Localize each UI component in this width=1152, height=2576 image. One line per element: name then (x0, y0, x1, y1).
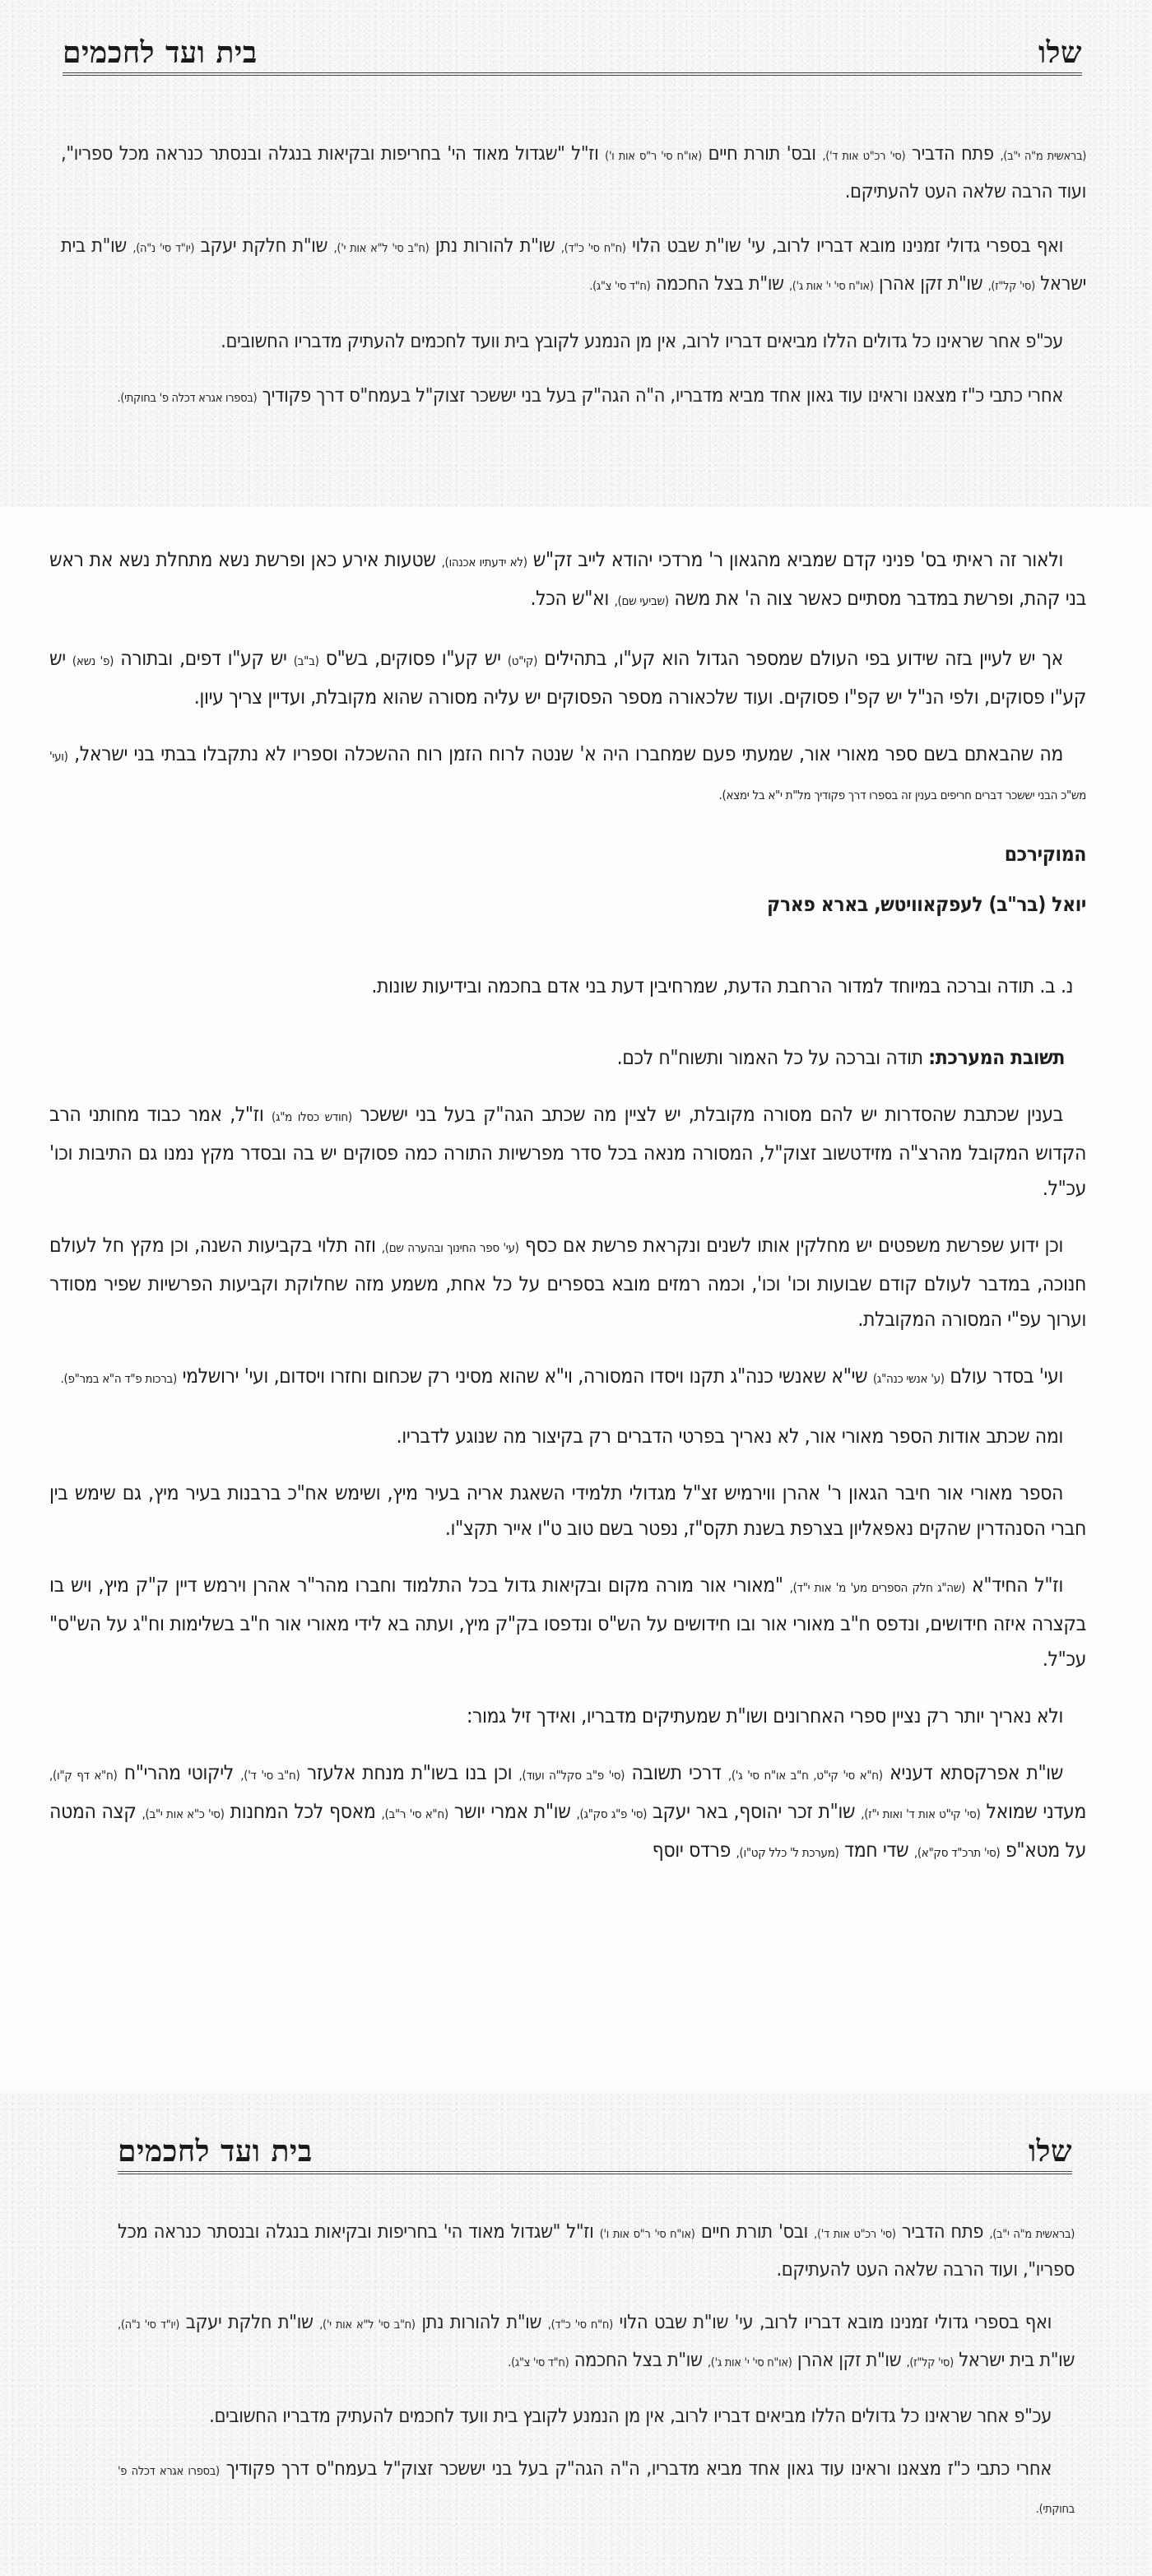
section-2-letter (49, 510, 1086, 1892)
postscript: נ. ב. תודה וברכה במיוחד למדור הרחבת הדעת, שמרחיבין דעת בני אדם בחכמה ובידיעות שונות. (371, 974, 1073, 997)
body-text: ליקוטי מהרי"ח (117, 1760, 241, 1784)
section-3-text (118, 2214, 1075, 2545)
citation: (סי' פ"ב סקל"ה ועוד), (518, 1768, 625, 1783)
body-text: בענין שכתבת שהסדרות יש להם מסורה מקובלת, יש לציין מה שכתב הגה"ק בעל בני יששכר (351, 1102, 1063, 1126)
body-text: שו"ת זכר יהוסף, באר יעקב (647, 1799, 862, 1823)
body-text: קצה המטה על מטא"פ (49, 1799, 1086, 1862)
body-text: אחרי כתבי כ"ז מצאנו וראינו עוד גאון אחד מביא מדבריו, ה"ה הגה"ק בעל בני יששכר זצוק"ל בעמח"ס דרך פקודיך (257, 384, 1063, 407)
paragraph (49, 736, 1086, 813)
body-text: אחרי כתבי כ"ז מצאנו וראינו עוד גאון אחד מביא מדבריו, ה"ה הגה"ק בעל בני יששכר זצוק"ל בעמח"ס דרך פקודיך (219, 2457, 1052, 2480)
paragraph (49, 1475, 1086, 1546)
body-text: שו"ת חלקת יעקב (194, 234, 334, 257)
body-text: שו"ת בצל החכמה (650, 272, 789, 295)
body-text: עכ"פ אחר שראינו כל גדולים הללו מביאים דבריו לרוב, אין מן הנמנע לקובץ בית וועד לחכמים להעתיק מדבריו החשובים. (221, 329, 1063, 352)
body-text: מה שהבאתם בשם ספר מאורי אור, שמעתי פעם שמחברו היה א' שנטה לרוח הזמן רוח ההשכלה וספריו לא נתקבלו בבתי בני ישראל, (67, 742, 1063, 765)
body-text: וז"ל, אמר כבוד מחותני הרב הקדוש המקובל מהרצ"ה מזידטשוב זצוק"ל, המסורה מנאה בכל סדר מפרשיות התורה כמה פסוקים יש בה ובסדר מקץ נמנו גם התיבות וכו' עכ"ל. (49, 1102, 1086, 1200)
citation: (יו"ד סי' נ"ה), (118, 2318, 180, 2332)
body-text: יש קע"ו פסוקים, בש"ס (318, 646, 508, 670)
paragraph (49, 640, 1086, 714)
paragraph (49, 1227, 1086, 1337)
body-text: שו"ת להורות נתן (415, 2310, 548, 2333)
citation: (או"ח סי' ר"ס אות ו') (599, 2228, 695, 2241)
paragraph (49, 542, 1086, 619)
header-publication-title: בית ועד לחכמים (63, 35, 258, 70)
page-header (63, 35, 1082, 76)
citation: (סי' קל"ז), (906, 2356, 954, 2369)
body-text: שו"ת אמרי יושר (448, 1799, 577, 1823)
citation: (עי' ספר החינוך ובהערה שם), (381, 1240, 519, 1255)
citation: (קי"ט) (507, 653, 538, 668)
body-text: שו"ת זקן אהרן (792, 2348, 907, 2371)
paragraph (49, 1418, 1086, 1453)
editor-reply-intro (49, 1039, 1086, 1075)
body-text: אך יש לעיין בזה שידוע בפי העולם שמספר הגדול הוא קע"ו, בתהילים (537, 646, 1063, 670)
citation: (בספרו אגרא דכלה פ' בחוקתי). (118, 2465, 1075, 2516)
citation: (ח"ד סי' צ"ג). (589, 280, 651, 293)
citation: (ב"ב) (293, 653, 319, 668)
body-text: ועי' בסדר עולם (944, 1364, 1063, 1388)
citation: (סי' רכ"ט אות ד'), (814, 2228, 896, 2241)
body-text: יש קע"ו פסוקים, ולפי הנ"ל יש קפ"ו פסוקים. ועוד שלכאורה מספר הפסוקים יש עליה מסורה שהוא מקובלת, ועדיין צריך עיון. (49, 646, 1086, 709)
paragraph (49, 1358, 1086, 1397)
page-header-repeat (118, 2133, 1072, 2174)
citation: (ברכות פ"ד ה"א במר"פ). (60, 1371, 177, 1386)
header-page-label: שלו (1028, 2134, 1072, 2169)
body-text: וז"ל "שגדול מאוד הי' בחריפות ובקיאות בנגלה ובנסתר כנראה מכל ספריו", ועוד הרבה שלאה העט להעתיקם. (118, 2220, 1075, 2281)
citation: (בראשית מ"ה י"ב), (1000, 150, 1087, 163)
citation: (לא ידעתיו אכנהו), (441, 555, 527, 570)
citation: (בראשית מ"ה י"ב), (989, 2228, 1075, 2241)
body-text: שו"ת חלקת יעקב (179, 2310, 320, 2333)
body-text: "מאורי אור מורה מקום ובקיאות גדול בכל התלמוד וחברו מהר"ר אהרן וירמש דיין ק"ק מיץ, ויש בו בקצרה איזה חידושים, ונדפס ח"ב מאורי אור ובו חידושים על הש"ס ונדפסו בק"ק מיץ, ועתה בא לידי מאורי אור ח"ב בשלימות וח"ג על הש"ס" עכ"ל. (49, 1573, 1086, 1671)
body-text: ובס' תורת חיים (701, 142, 823, 165)
body-text: וכן בנו בשו"ת מנחת אלעזר (300, 1760, 519, 1784)
header-page-label: שלו (1038, 35, 1082, 70)
citation: (ח"ב סי' ל"א אות י'), (319, 2318, 416, 2332)
signoff: המוקירכם (1004, 842, 1086, 866)
citation: (ח"א סי' ר"ב), (381, 1806, 448, 1821)
body-text: ובס' תורת חיים (694, 2220, 815, 2243)
header-publication-title: בית ועד לחכמים (118, 2134, 313, 2169)
citation: (סי' פ"ג סק"ג), (576, 1806, 648, 1821)
body-text: שדי חמד (838, 1838, 914, 1862)
citation: (ע' אנשי כנה"ג) (872, 1371, 945, 1386)
citation: (מערכת ל' כלל קט"ו), (736, 1845, 839, 1860)
body-text: וא"ש הכל. (530, 586, 615, 610)
citation: (שביעי שם), (614, 593, 669, 608)
citation: (יו"ד סי' נ"ה), (132, 242, 195, 255)
citation: (או"ח סי' י' אות ג'), (707, 2356, 792, 2369)
paragraph (49, 1096, 1086, 1206)
citation: (שה"ג חלק הספרים מע' מ' אות י"ד), (789, 1580, 965, 1595)
paragraph (118, 2304, 1075, 2380)
citation: (ח"א סי' קי"ט, ח"ב או"ח סי' ג'), (727, 1768, 883, 1783)
citation: (סי' רכ"ט אות ד'), (822, 150, 906, 163)
body-text: שו"ת אפרקסתא דעניא (882, 1760, 1063, 1784)
body-text: וזה תלוי בקביעות השנה, וכן מקץ חל לעולם חנוכה, במדבר לעולם קודם שבועות וכו' וכו', וכמה רמזים מובא בספרים על כל אחת, משמע מזה שחלוקת וקביעות הפרשיות שפיר מסודר וערוך עפ"י המסורה המקובלת. (49, 1233, 1086, 1331)
editor-reply-label: תשובת המערכת: (928, 1045, 1065, 1069)
citation: (חודש כסלו מ"ג) (271, 1109, 352, 1124)
paragraph (61, 228, 1086, 304)
paragraph (61, 323, 1086, 358)
citation: (ח"ב סי' ד'), (240, 1768, 300, 1783)
citation: (סי' כ"א אות י"ב), (142, 1806, 225, 1821)
paragraph (49, 1698, 1086, 1733)
section-1-text (61, 136, 1086, 435)
citation: (או"ח סי' ר"ס אות ו') (605, 150, 702, 163)
body-text: שי"א שאנשי כנה"ג תקנו ויסדו המסורה, וי"א שהוא מסיני רק שכחום וחזרו ויסדום, ועי' ירושלמי (176, 1364, 873, 1388)
citation: (פ' נשא) (72, 653, 114, 668)
citation: (או"ח סי' י' אות ג'), (788, 280, 874, 293)
body-text: וז"ל החיד"א (964, 1573, 1063, 1597)
body-text: שו"ת בית ישראל (953, 2348, 1075, 2371)
body-text: ואף בספרי גדולי זמנינו מובא דבריו לרוב, עי' שו"ת שבט הלוי (612, 2310, 1052, 2333)
body-text: שו"ת בצל החכמה (569, 2348, 708, 2371)
citation: (סי' תרכ"ד סק"א), (913, 1845, 1001, 1860)
author-signature: יואל (בר"ב) לעפקאוויטש, בארא פארק (767, 892, 1086, 916)
citation: (ח"ד סי' צ"ג). (508, 2356, 569, 2369)
citation: (ח"א דף ק"ו), (49, 1768, 118, 1783)
body-text: וכן ידוע שפרשת משפטים יש מחלקין אותו לשנים ונקראת פרשת אם כסף (518, 1233, 1063, 1257)
citation: (ועי' מש"כ הבני יששכר דברים חריפים בענין זה בספרו דרך פקודיך מל"ת י"א בל ימצא). (49, 749, 1086, 802)
citation: (סי' קל"ז), (987, 280, 1035, 293)
body-text: הספר מאורי אור חיבר הגאון ר' אהרן ווירמיש זצ"ל מגדולי תלמידי השאגת אריה בעיר מיץ, ושימש אח"כ ברבנות בעיר מיץ, גם שימש בין חברי הסנהדרין שהקים נאפאליון בצרפת בשנת תקס"ז, נפטר בשם טוב ט"ו אייר תקצ"ו. (49, 1481, 1086, 1540)
body-text: שו"ת בית ישראל (61, 234, 1086, 295)
paragraph (49, 1755, 1086, 1871)
body-text: ולא נאריך יותר רק נציין ספרי האחרונים ושו"ת שמעתיקים מדבריו, ואידך זיל גמור: (466, 1704, 1063, 1727)
citation: (ח"ב סי' ל"א אות י'), (333, 242, 430, 255)
body-text: ולאור זה ראיתי בס' פניני קדם שמביא מהגאון ר' מרדכי יהודא לייב זק"ש (527, 547, 1063, 571)
citation: (בספרו אגרא דכלה פ' בחוקתי). (117, 392, 258, 405)
citation: (ח"ח סי' כ"ד), (560, 242, 626, 255)
paragraph (61, 136, 1086, 208)
body-text: וז"ל "שגדול מאוד הי' בחריפות ובקיאות בנגלה ובנסתר כנראה מכל ספריו", ועוד הרבה שלאה העט להעתיקם. (61, 142, 1086, 202)
body-text: פתח הדביר (905, 142, 1001, 165)
body-text: יש קע"ו דפים, ובתורה (114, 646, 294, 670)
paragraph (118, 2214, 1075, 2286)
paragraph (118, 2451, 1075, 2527)
body-text: שטעות אירע כאן ופרשת נשא מתחלת נשא את ראש בני קהת, ופרשת במדבר מסתיים כאשר צוה ה' את משה (49, 547, 1086, 610)
paragraph (49, 1567, 1086, 1676)
editor-reply-intro-text: תודה וברכה על כל האמור ותשוח"ח לכם. (616, 1045, 929, 1069)
paragraph (61, 378, 1086, 416)
citation: (ח"ח סי' כ"ד), (547, 2318, 613, 2332)
body-text: מעדני שמואל (980, 1799, 1086, 1823)
body-text: דרכי תשובה (625, 1760, 728, 1784)
paragraph (118, 2398, 1075, 2433)
body-text: ואף בספרי גדולי זמנינו מובא דבריו לרוב, עי' שו"ת שבט הלוי (625, 234, 1063, 257)
body-text: עכ"פ אחר שראינו כל גדולים הללו מביאים דבריו לרוב, אין מן הנמנע לקובץ בית וועד לחכמים להעתיק מדבריו החשובים. (209, 2404, 1052, 2427)
citation: (סי' קי"ט אות ד' ואות י"ז), (861, 1806, 981, 1821)
body-text: מאסף לכל המחנות (224, 1799, 382, 1823)
body-text: פרדס יוסף (652, 1838, 736, 1862)
body-text: ומה שכתב אודות הספר מאורי אור, לא נאריך בפרטי הדברים רק בקיצור מה שנוגע לדבריו. (396, 1424, 1063, 1448)
body-text: שו"ת זקן אהרן (873, 272, 988, 295)
body-text: שו"ת להורות נתן (429, 234, 561, 257)
body-text: פתח הדביר (895, 2220, 990, 2243)
